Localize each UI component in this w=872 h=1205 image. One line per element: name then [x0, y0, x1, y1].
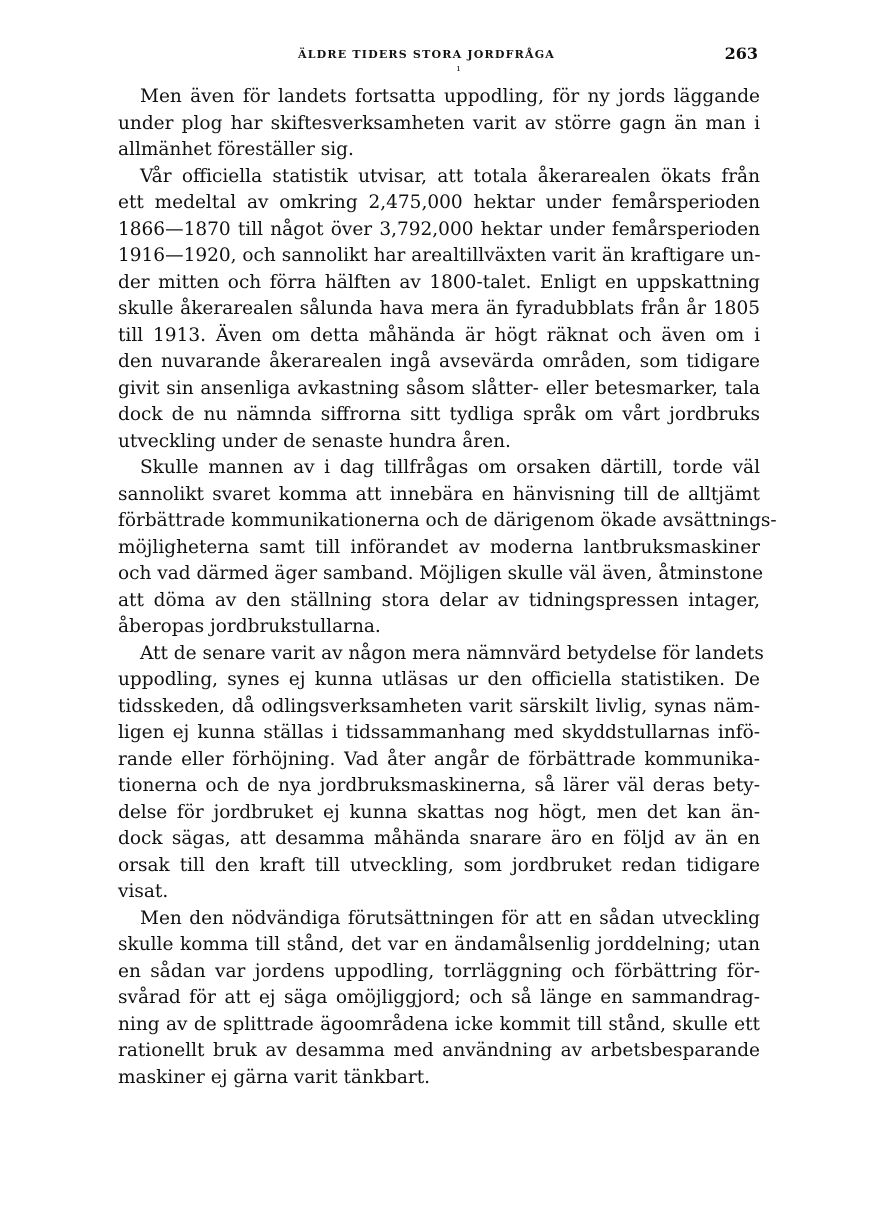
text-line: att döma av den ställning stora delar av tidningspressen intager, — [118, 589, 760, 611]
text-line: Men den nödvändiga förutsättningen för att en sådan utveckling — [140, 907, 760, 929]
text-line: dock sägas, att desamma måhända snarare äro en följd av än en — [118, 828, 760, 849]
text-line: till 1913. Även om detta måhända är högt räknat och även om i — [118, 324, 760, 346]
text-line: allmänhet föreställer sig. — [118, 139, 354, 160]
text-line: Skulle mannen av i dag tillfrågas om orsaken därtill, torde väl — [140, 457, 760, 478]
text-line: maskiner ej gärna varit tänkbart. — [118, 1066, 431, 1088]
text-line: sannolikt svaret komma att innebära en hänvisning till de alltjämt — [118, 483, 760, 505]
paragraph — [118, 906, 760, 1092]
paragraph — [118, 641, 764, 906]
text-line: under plog har skiftesverksamheten varit av större gagn än man i — [118, 112, 760, 134]
text-line: ett medeltal av omkring 2,475,000 hektar under femårsperioden — [118, 192, 760, 213]
text-line: ning av de splittrade ägoområdena icke kommit till stånd, skulle ett — [118, 1013, 760, 1035]
text-line: utveckling under de senaste hundra åren. — [118, 430, 511, 452]
header-mark: ı — [457, 64, 460, 74]
text-line: dock de nu nämnda siffrorna sitt tydliga språk om vårt jordbruks — [118, 404, 760, 425]
text-line: der mitten och förra hälften av 1800-talet. Enligt en uppskattning — [118, 271, 760, 293]
text-line: åberopas jordbrukstullarna. — [118, 616, 381, 637]
body-text — [118, 84, 777, 1091]
text-line: Vår officiella statistik utvisar, att totala åkerarealen ökats från — [140, 165, 760, 187]
text-line: orsak till den kraft till utveckling, som jordbruket redan tidigare — [118, 854, 760, 876]
paragraph — [118, 164, 760, 456]
text-line: skulle komma till stånd, det var en ändamålsenlig jorddelning; utan — [118, 934, 760, 955]
page-number: 263 — [724, 44, 758, 63]
text-line: Att de senare varit av någon mera nämnvärd betydelse för landets — [140, 642, 764, 664]
paragraph — [118, 455, 777, 641]
text-line: svårad för att ej säga omöjliggjord; och så länge en sammandrag- — [118, 987, 760, 1008]
text-line: rationellt bruk av desamma med användning av arbetsbesparande — [118, 1040, 760, 1061]
text-line: uppodling, synes ej kunna utläsas ur den officiella statistiken. De — [118, 669, 760, 690]
text-line: rande eller förhöjning. Vad åter angår de förbättrade kommunika- — [118, 748, 760, 770]
running-title: ÄLDRE TIDERS STORA JORDFRÅGA — [298, 48, 556, 61]
text-line: ligen ej kunna ställas i tidssammanhang med skyddstullarnas infö- — [118, 722, 760, 743]
text-line: givit sin ansenliga avkastning såsom slåtter- eller betesmarker, tala — [118, 377, 760, 399]
text-line: och vad därmed äger samband. Möjligen skulle väl även, åtminstone — [118, 563, 764, 584]
text-line: delse för jordbruket ej kunna skattas nog högt, men det kan än- — [118, 801, 760, 823]
text-line: 1866—1870 till något över 3,792,000 hektar under femårsperioden — [118, 218, 760, 240]
text-line: visat. — [118, 881, 169, 902]
text-line: skulle åkerarealen sålunda hava mera än fyradubblats från år 1805 — [118, 298, 760, 319]
text-line: den nuvarande åkerarealen ingå avsevärda områden, som tidigare — [118, 351, 760, 372]
text-line: möjligheterna samt till införandet av moderna lantbruksmaskiner — [118, 536, 760, 558]
text-line: tidsskeden, då odlingsverksamheten varit särskilt livlig, synas näm- — [118, 695, 760, 717]
text-line: Men även för landets fortsatta uppodling, för ny jords läggande — [140, 86, 760, 107]
text-line: en sådan var jordens uppodling, torrläggning och förbättring för- — [118, 960, 760, 982]
text-line: förbättrade kommunikationerna och de därigenom ökade avsättnings- — [118, 510, 777, 531]
text-line: 1916—1920, och sannolikt har arealtillväxten varit än kraftigare un- — [118, 245, 761, 266]
paragraph — [118, 84, 760, 164]
text-line: tionerna och de nya jordbruksmaskinerna, så lärer väl deras bety- — [118, 775, 760, 796]
page-header — [118, 44, 760, 74]
